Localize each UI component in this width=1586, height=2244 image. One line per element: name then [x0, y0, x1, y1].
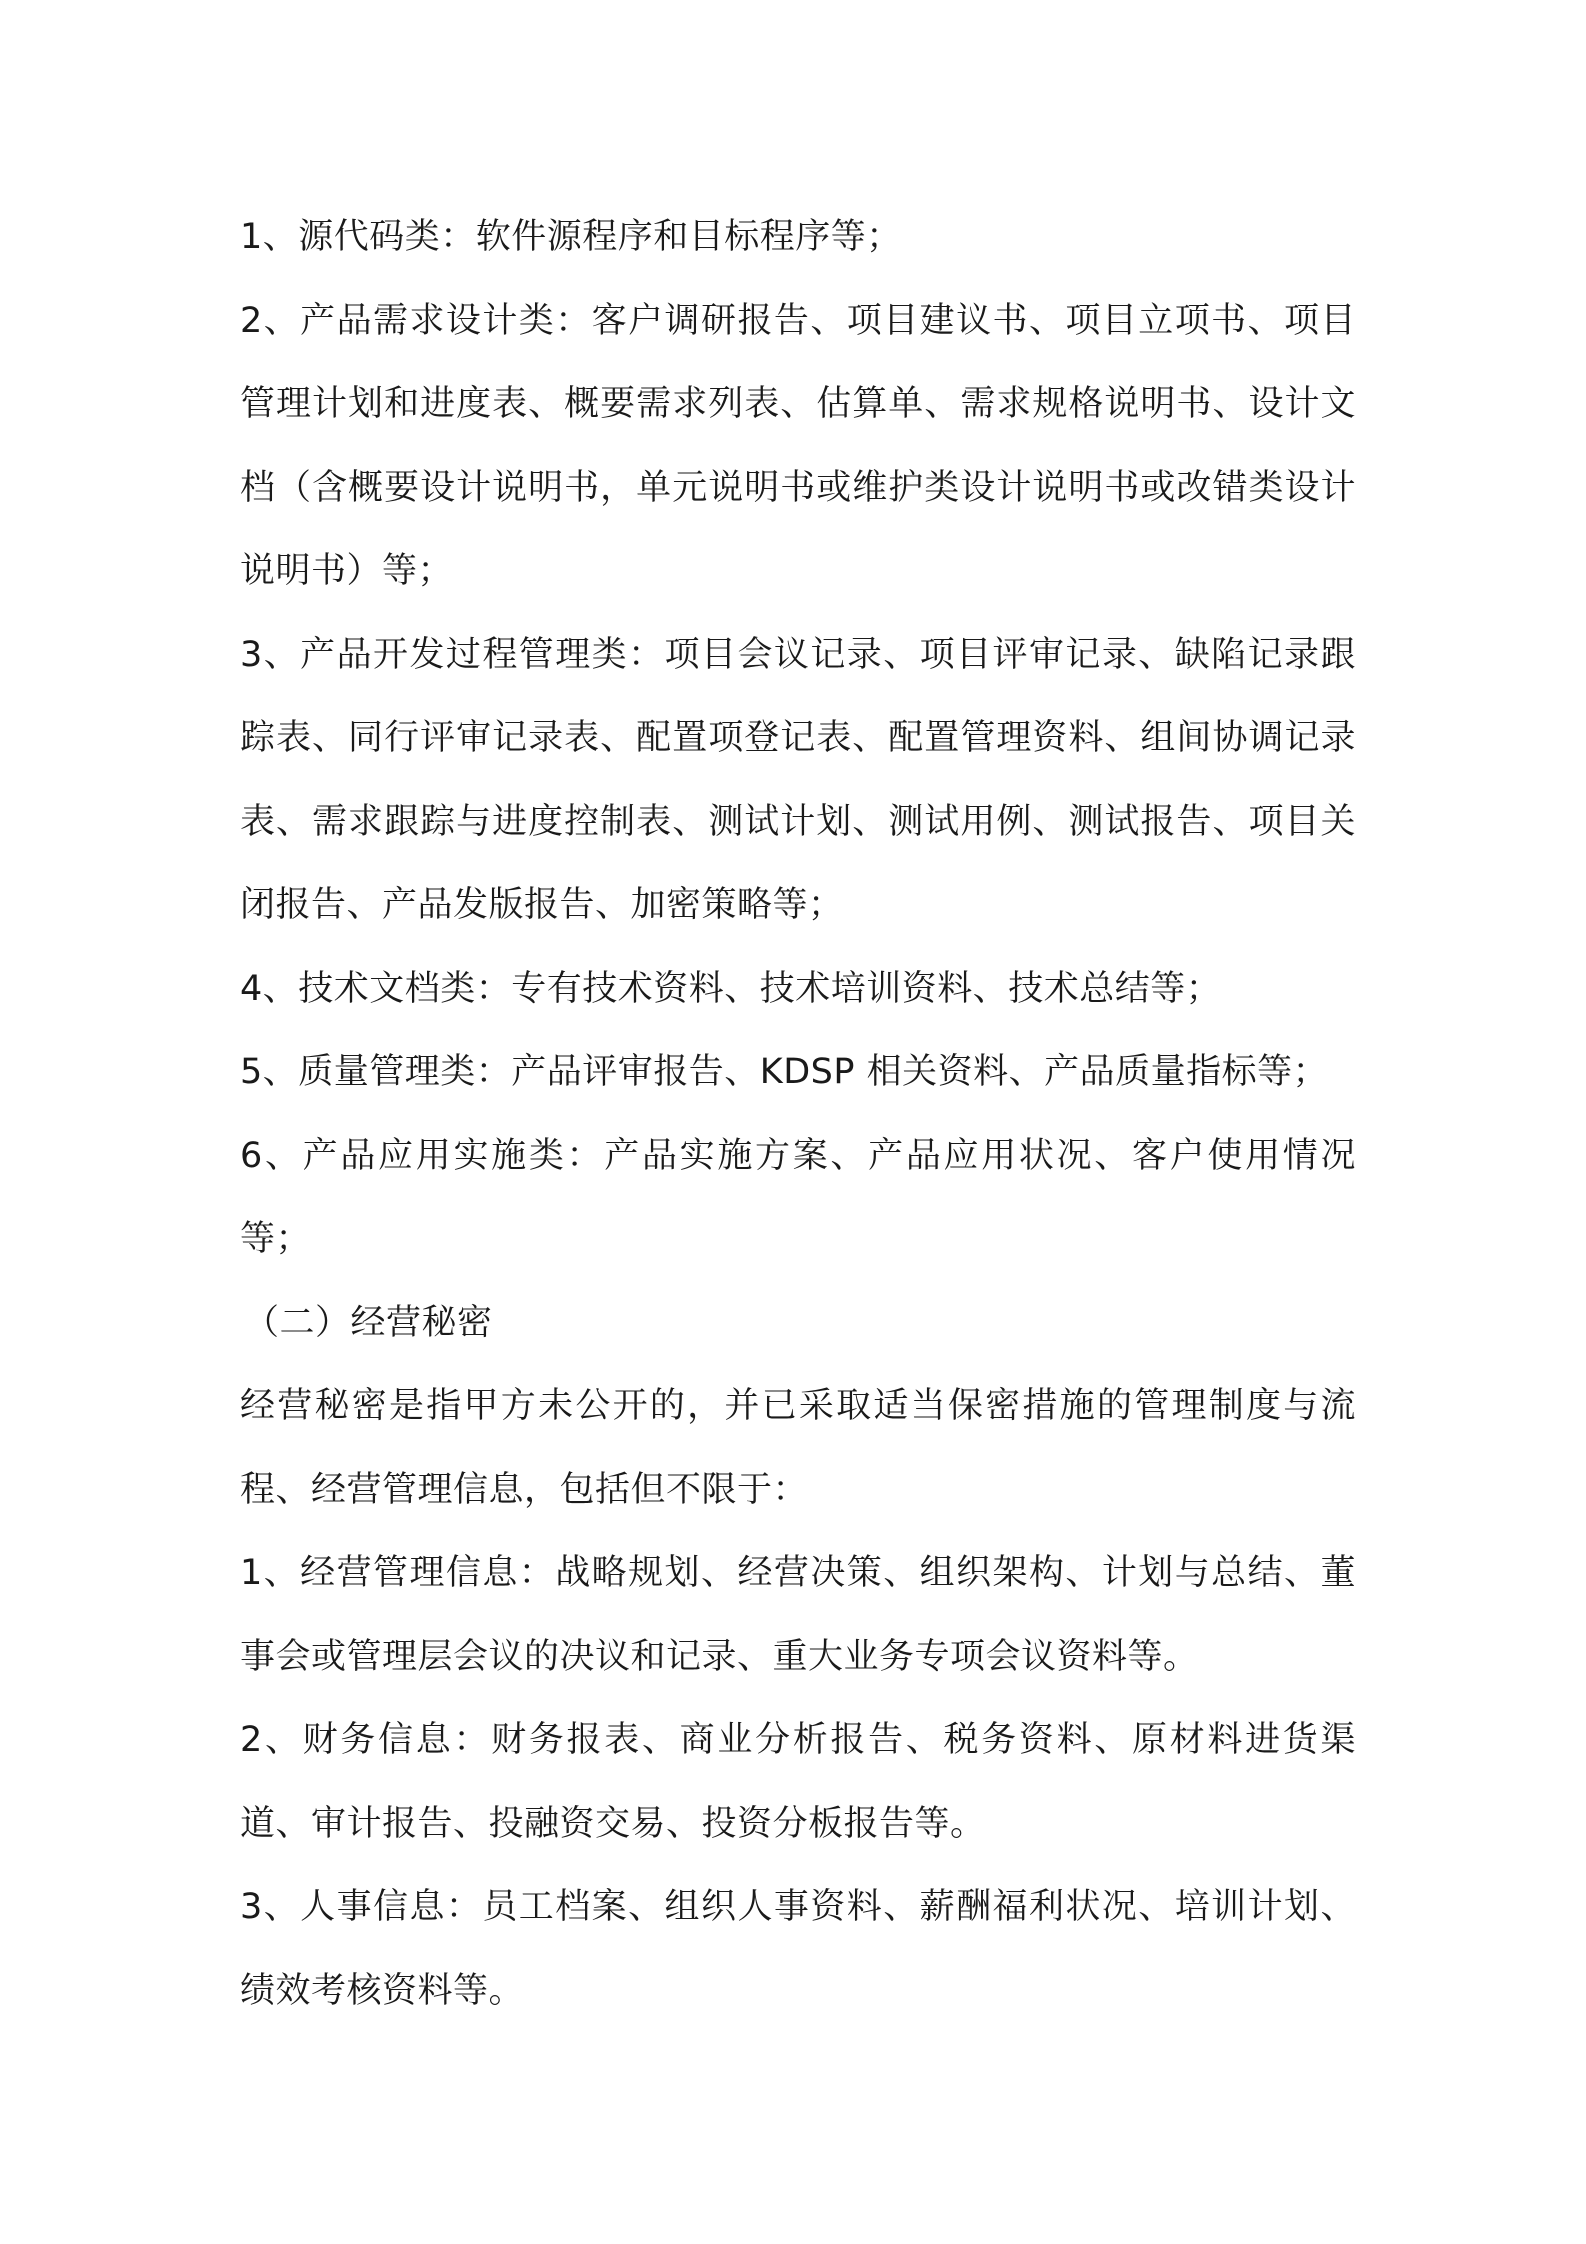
section-heading-business-secrets: （二）经营秘密	[244, 1302, 493, 1343]
list-item-source-code: 1、源代码类：软件源程序和目标程序等；	[240, 217, 902, 257]
list-item-product-requirements: 2、产品需求设计类：客户调研报告、项目建议书、项目立项书、项目管理计划和进度表、概要需求列表、估算单、需求规格说明书、设计文档（含概要设计说明书，单元说明书或维护类设计说明书或改错类设计说明书）等；	[240, 300, 1356, 591]
list-item-quality-management: 5、质量管理类：产品评审报告、KDSP 相关资料、产品质量指标等；	[240, 1052, 1329, 1092]
list-item-personnel-info: 3、人事信息：员工档案、组织人事资料、薪酬福利状况、培训计划、绩效考核资料等。	[240, 1887, 1356, 2011]
document-body	[240, 196, 1356, 2033]
list-item-development-process: 3、产品开发过程管理类：项目会议记录、项目评审记录、缺陷记录跟踪表、同行评审记录表、配置项登记表、配置管理资料、组间协调记录表、需求跟踪与进度控制表、测试计划、测试用例、测试报告、项目关闭报告、产品发版报告、加密策略等；	[240, 634, 1356, 925]
business-secrets-definition: 经营秘密是指甲方未公开的，并已采取适当保密措施的管理制度与流程、经营管理信息，包括但不限于：	[240, 1386, 1356, 1510]
list-item-technical-docs: 4、技术文档类：专有技术资料、技术培训资料、技术总结等；	[240, 968, 1222, 1009]
list-item-business-management: 1、经营管理信息：战略规划、经营决策、组织架构、计划与总结、董事会或管理层会议的决议和记录、重大业务专项会议资料等。	[240, 1553, 1356, 1677]
list-item-financial-info: 2、财务信息：财务报表、商业分析报告、税务资料、原材料进货渠道、审计报告、投融资交易、投资分板报告等。	[240, 1720, 1356, 1844]
list-item-product-application: 6、产品应用实施类：产品实施方案、产品应用状况、客户使用情况等；	[240, 1135, 1356, 1259]
